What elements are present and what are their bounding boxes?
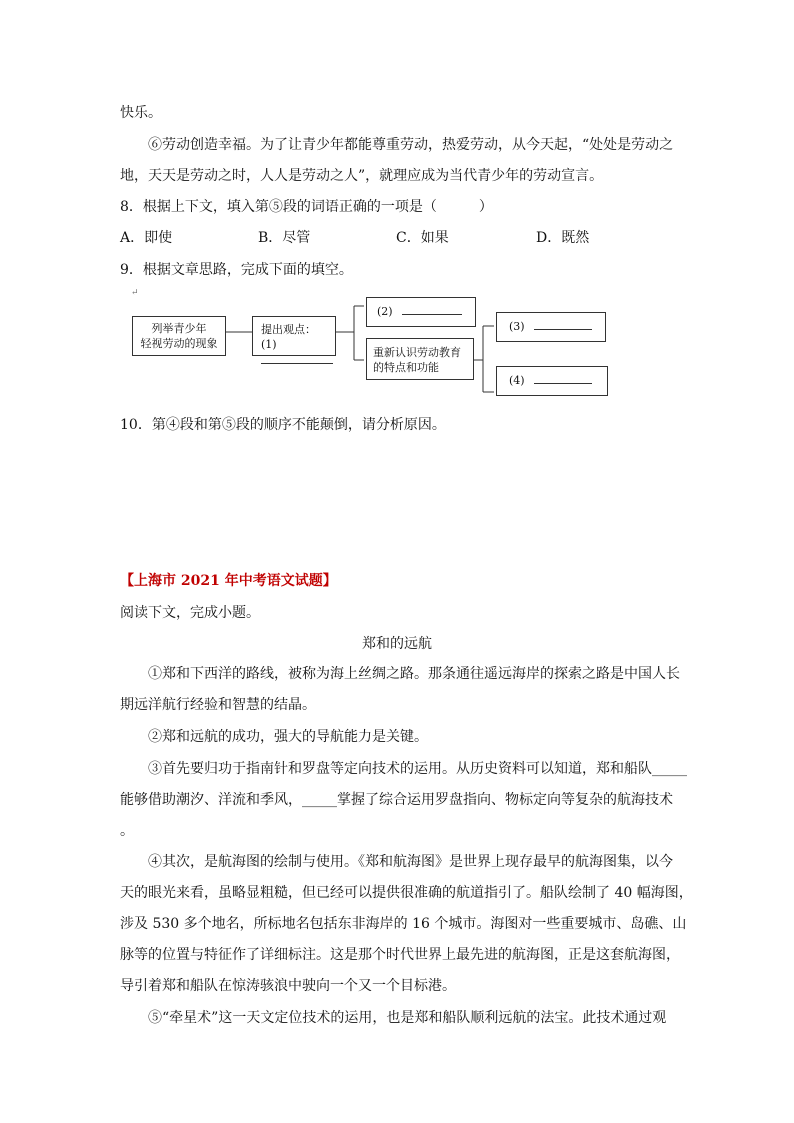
box-viewpoint-label: 提出观点：(1) (261, 323, 316, 351)
article-p4-line-1: ④其次，是航海图的绘制与使用。《郑和航海图》是世界上现存最早的航海图集，以今 (148, 854, 673, 870)
article-p3-line-3: 。 (120, 823, 134, 839)
exam-source-title: 【上海市 2021 年中考语文试题】 (120, 573, 337, 589)
blank-3-line (534, 318, 592, 330)
paragraph-6-line-1: ⑥劳动创造幸福。为了让青少年都能尊重劳动，热爱劳动，从今天起，“处处是劳动之 (148, 137, 674, 153)
box-blank-4 (496, 366, 608, 396)
reading-instruction: 阅读下文，完成小题。 (120, 605, 260, 621)
option-a: A．即使 (120, 230, 173, 246)
article-p2: ②郑和远航的成功，强大的导航能力是关键。 (148, 729, 428, 745)
box-blank-3-label: (3) (509, 320, 525, 333)
article-p3-line-2: 能够借助潮汐、洋流和季风，_____掌握了综合运用罗盘指向、物标定向等复杂的航海技术 (120, 792, 673, 808)
paragraph-end-text: 快乐。 (120, 105, 162, 121)
box-phenomenon-line-2: 轻视劳动的现象 (140, 337, 218, 350)
box-blank-4-label: (4) (509, 374, 525, 387)
box-blank-3 (496, 312, 606, 342)
article-p4-line-2: 天的眼光来看，虽略显粗糙，但已经可以提供很准确的航道指引了。船队绘制了 40 幅海图， (120, 885, 693, 901)
article-p1-line-1: ①郑和下西洋的路线，被称为海上丝绸之路。那条通往遥远海岸的探索之路是中国人长 (148, 666, 680, 682)
box-phenomenon (132, 316, 226, 356)
option-d: D．既然 (536, 230, 590, 246)
box-blank-2 (366, 297, 476, 327)
article-title: 郑和的远航 (362, 636, 432, 652)
box-viewpoint (252, 316, 336, 356)
blank-4-line (534, 372, 592, 384)
box-blank-2-label: (2) (377, 305, 393, 318)
article-p3-line-1: ③首先要归功于指南针和罗盘等定向技术的运用。从历史资料可以知道，郑和船队_____ (148, 761, 687, 777)
box-phenomenon-line-1: 列举青少年 (151, 322, 207, 335)
article-p4-line-3: 涉及 530 多个地名，所标地名包括东非海岸的 16 个城市。海图对一些重要城市、岛礁、山 (120, 916, 687, 932)
option-c: C．如果 (396, 230, 449, 246)
article-p5-line-1: ⑤“牵星术”这一天文定位技术的运用，也是郑和船队顺利远航的法宝。此技术通过观 (148, 1010, 667, 1026)
question-10: 10．第④段和第⑤段的顺序不能颠倒，请分析原因。 (120, 417, 446, 433)
article-p4-line-5: 导引着郑和船队在惊涛骇浪中驶向一个又一个目标港。 (120, 978, 456, 994)
blank-1-line (261, 352, 333, 364)
blank-2-line (402, 303, 462, 315)
paragraph-6-line-2: 地，天天是劳动之时，人人是劳动之人”，就理应成为当代青少年的劳动宣言。 (120, 168, 604, 184)
box-re-understand (366, 338, 474, 380)
question-8: 8．根据上下文，填入第⑤段的词语正确的一项是（ ） (120, 199, 493, 215)
box-re-understand-line-2: 的特点和功能 (373, 361, 439, 374)
article-p1-line-2: 期远洋航行经验和智慧的结晶。 (120, 697, 316, 713)
return-mark-icon: ↵ (131, 288, 139, 298)
structure-diagram (126, 288, 626, 408)
question-9: 9．根据文章思路，完成下面的填空。 (120, 262, 353, 278)
option-b: B．尽管 (258, 230, 311, 246)
box-re-understand-line-1: 重新认识劳动教育 (373, 346, 461, 359)
article-p4-line-4: 脉等的位置与特征作了详细标注。这是那个时代世界上最先进的航海图，正是这套航海图， (120, 947, 680, 963)
